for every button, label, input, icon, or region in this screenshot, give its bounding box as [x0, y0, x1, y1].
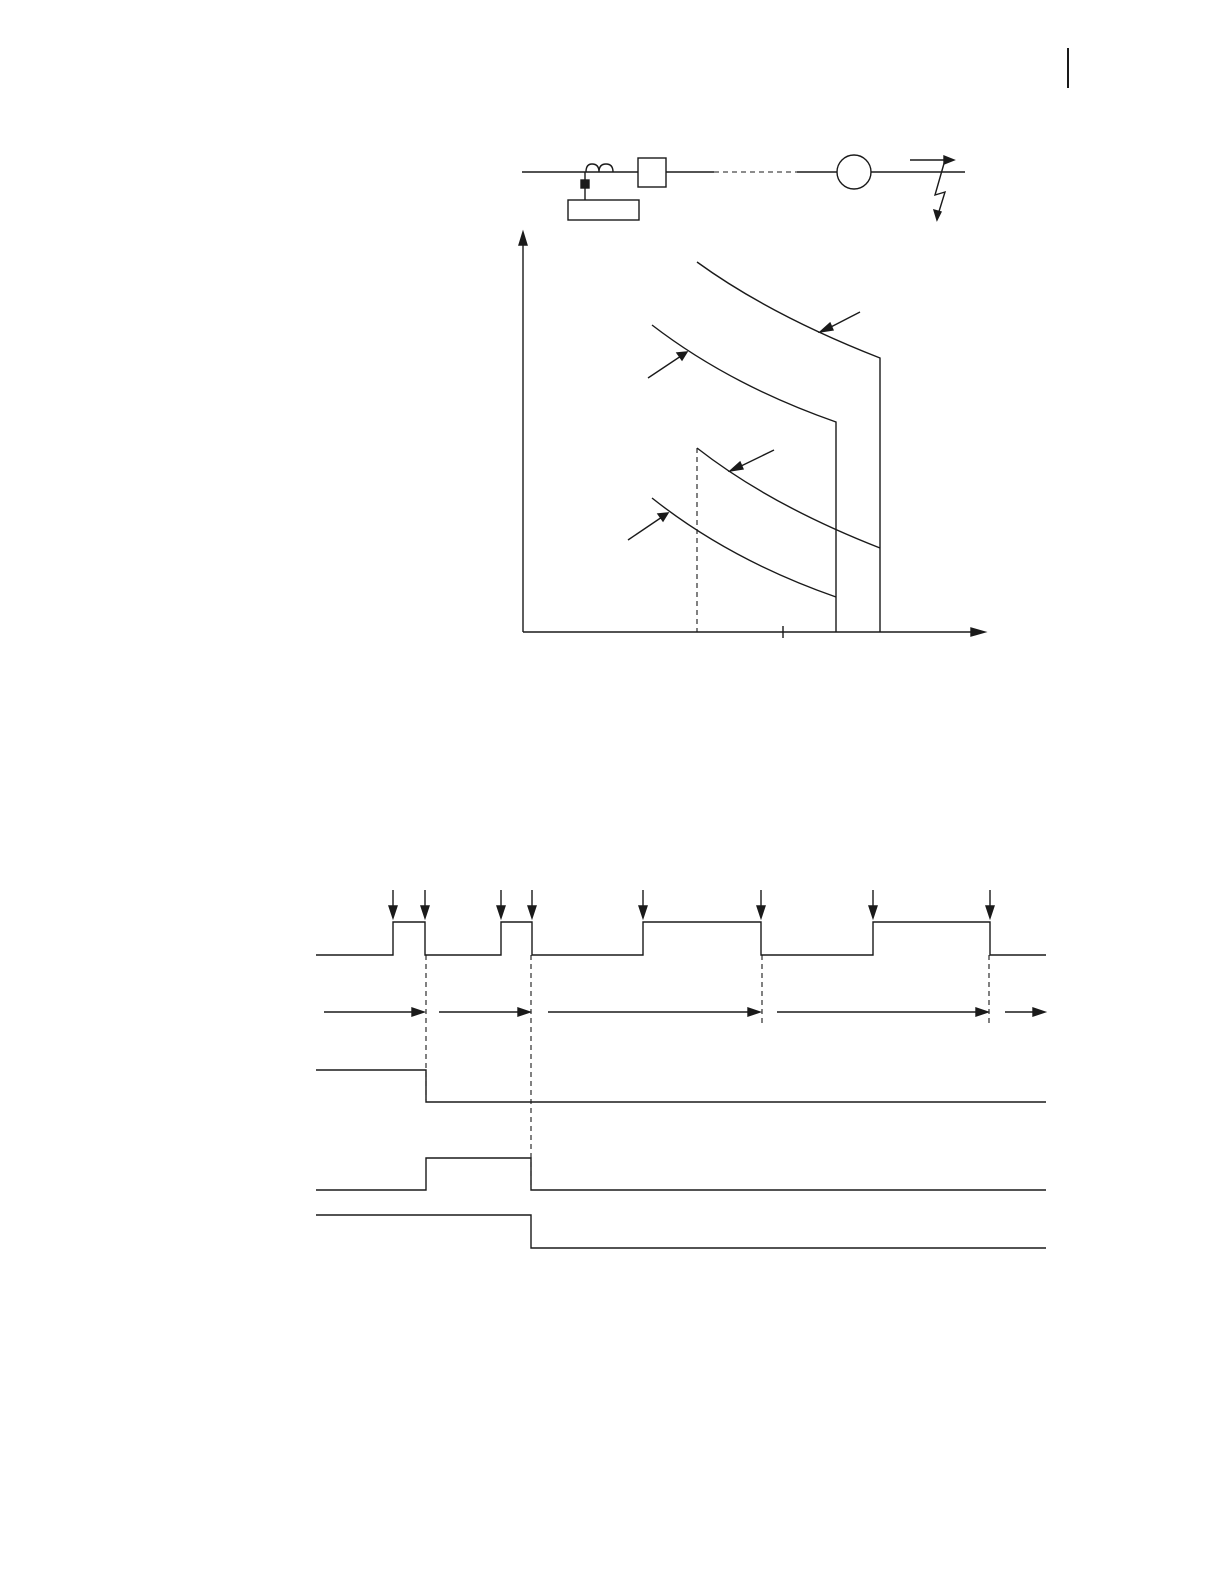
annotation-arrow-2	[648, 356, 681, 378]
timing-diagram	[316, 890, 1046, 1248]
annotation-arrow-4	[628, 517, 662, 540]
event-arrowhead-1-icon	[389, 906, 397, 918]
annotation-arrowhead-4-icon	[658, 513, 668, 521]
event-arrowhead-7-icon	[869, 906, 877, 918]
event-arrowhead-4-icon	[528, 906, 536, 918]
ct-tap-square	[581, 180, 589, 188]
trace-4-step-down	[316, 1215, 1046, 1248]
fault-current-arrowhead-icon	[944, 156, 954, 164]
relay-box	[568, 200, 639, 220]
curve-1	[697, 262, 880, 632]
event-arrows	[389, 890, 994, 918]
annotation-arrowhead-1-icon	[820, 323, 833, 332]
event-arrowhead-8-icon	[986, 906, 994, 918]
annotation-arrow-3	[737, 450, 774, 468]
fault-arrow-head-icon	[934, 210, 941, 220]
trace-2-step-down	[316, 1070, 1046, 1102]
interval-arrowhead-1-icon	[412, 1008, 424, 1016]
event-arrowhead-3-icon	[497, 906, 505, 918]
load-circle	[837, 155, 871, 189]
curve-3	[697, 448, 880, 548]
time-current-chart	[519, 232, 985, 638]
curve-4	[652, 498, 836, 597]
interval-arrowhead-4-icon	[976, 1008, 988, 1016]
interval-arrowhead-3-icon	[748, 1008, 760, 1016]
trace-1-pulse-train	[316, 922, 1046, 955]
x-axis-arrowhead-icon	[971, 628, 985, 636]
event-arrowhead-5-icon	[639, 906, 647, 918]
y-axis-arrowhead-icon	[519, 232, 527, 245]
trace-3-single-pulse	[316, 1158, 1046, 1190]
interval-arrowhead-5-icon	[1033, 1008, 1045, 1016]
curve-2	[652, 325, 836, 632]
current-transformer-coil	[586, 164, 613, 172]
breaker-box	[638, 158, 666, 187]
fault-lightning-icon	[935, 160, 945, 218]
annotation-arrowhead-3-icon	[730, 462, 743, 471]
interval-arrows	[324, 1008, 1045, 1016]
interval-arrowhead-2-icon	[518, 1008, 530, 1016]
single-line-schematic	[522, 155, 965, 220]
annotation-arrowhead-2-icon	[677, 352, 687, 360]
event-arrowhead-2-icon	[421, 906, 429, 918]
event-arrowhead-6-icon	[757, 906, 765, 918]
